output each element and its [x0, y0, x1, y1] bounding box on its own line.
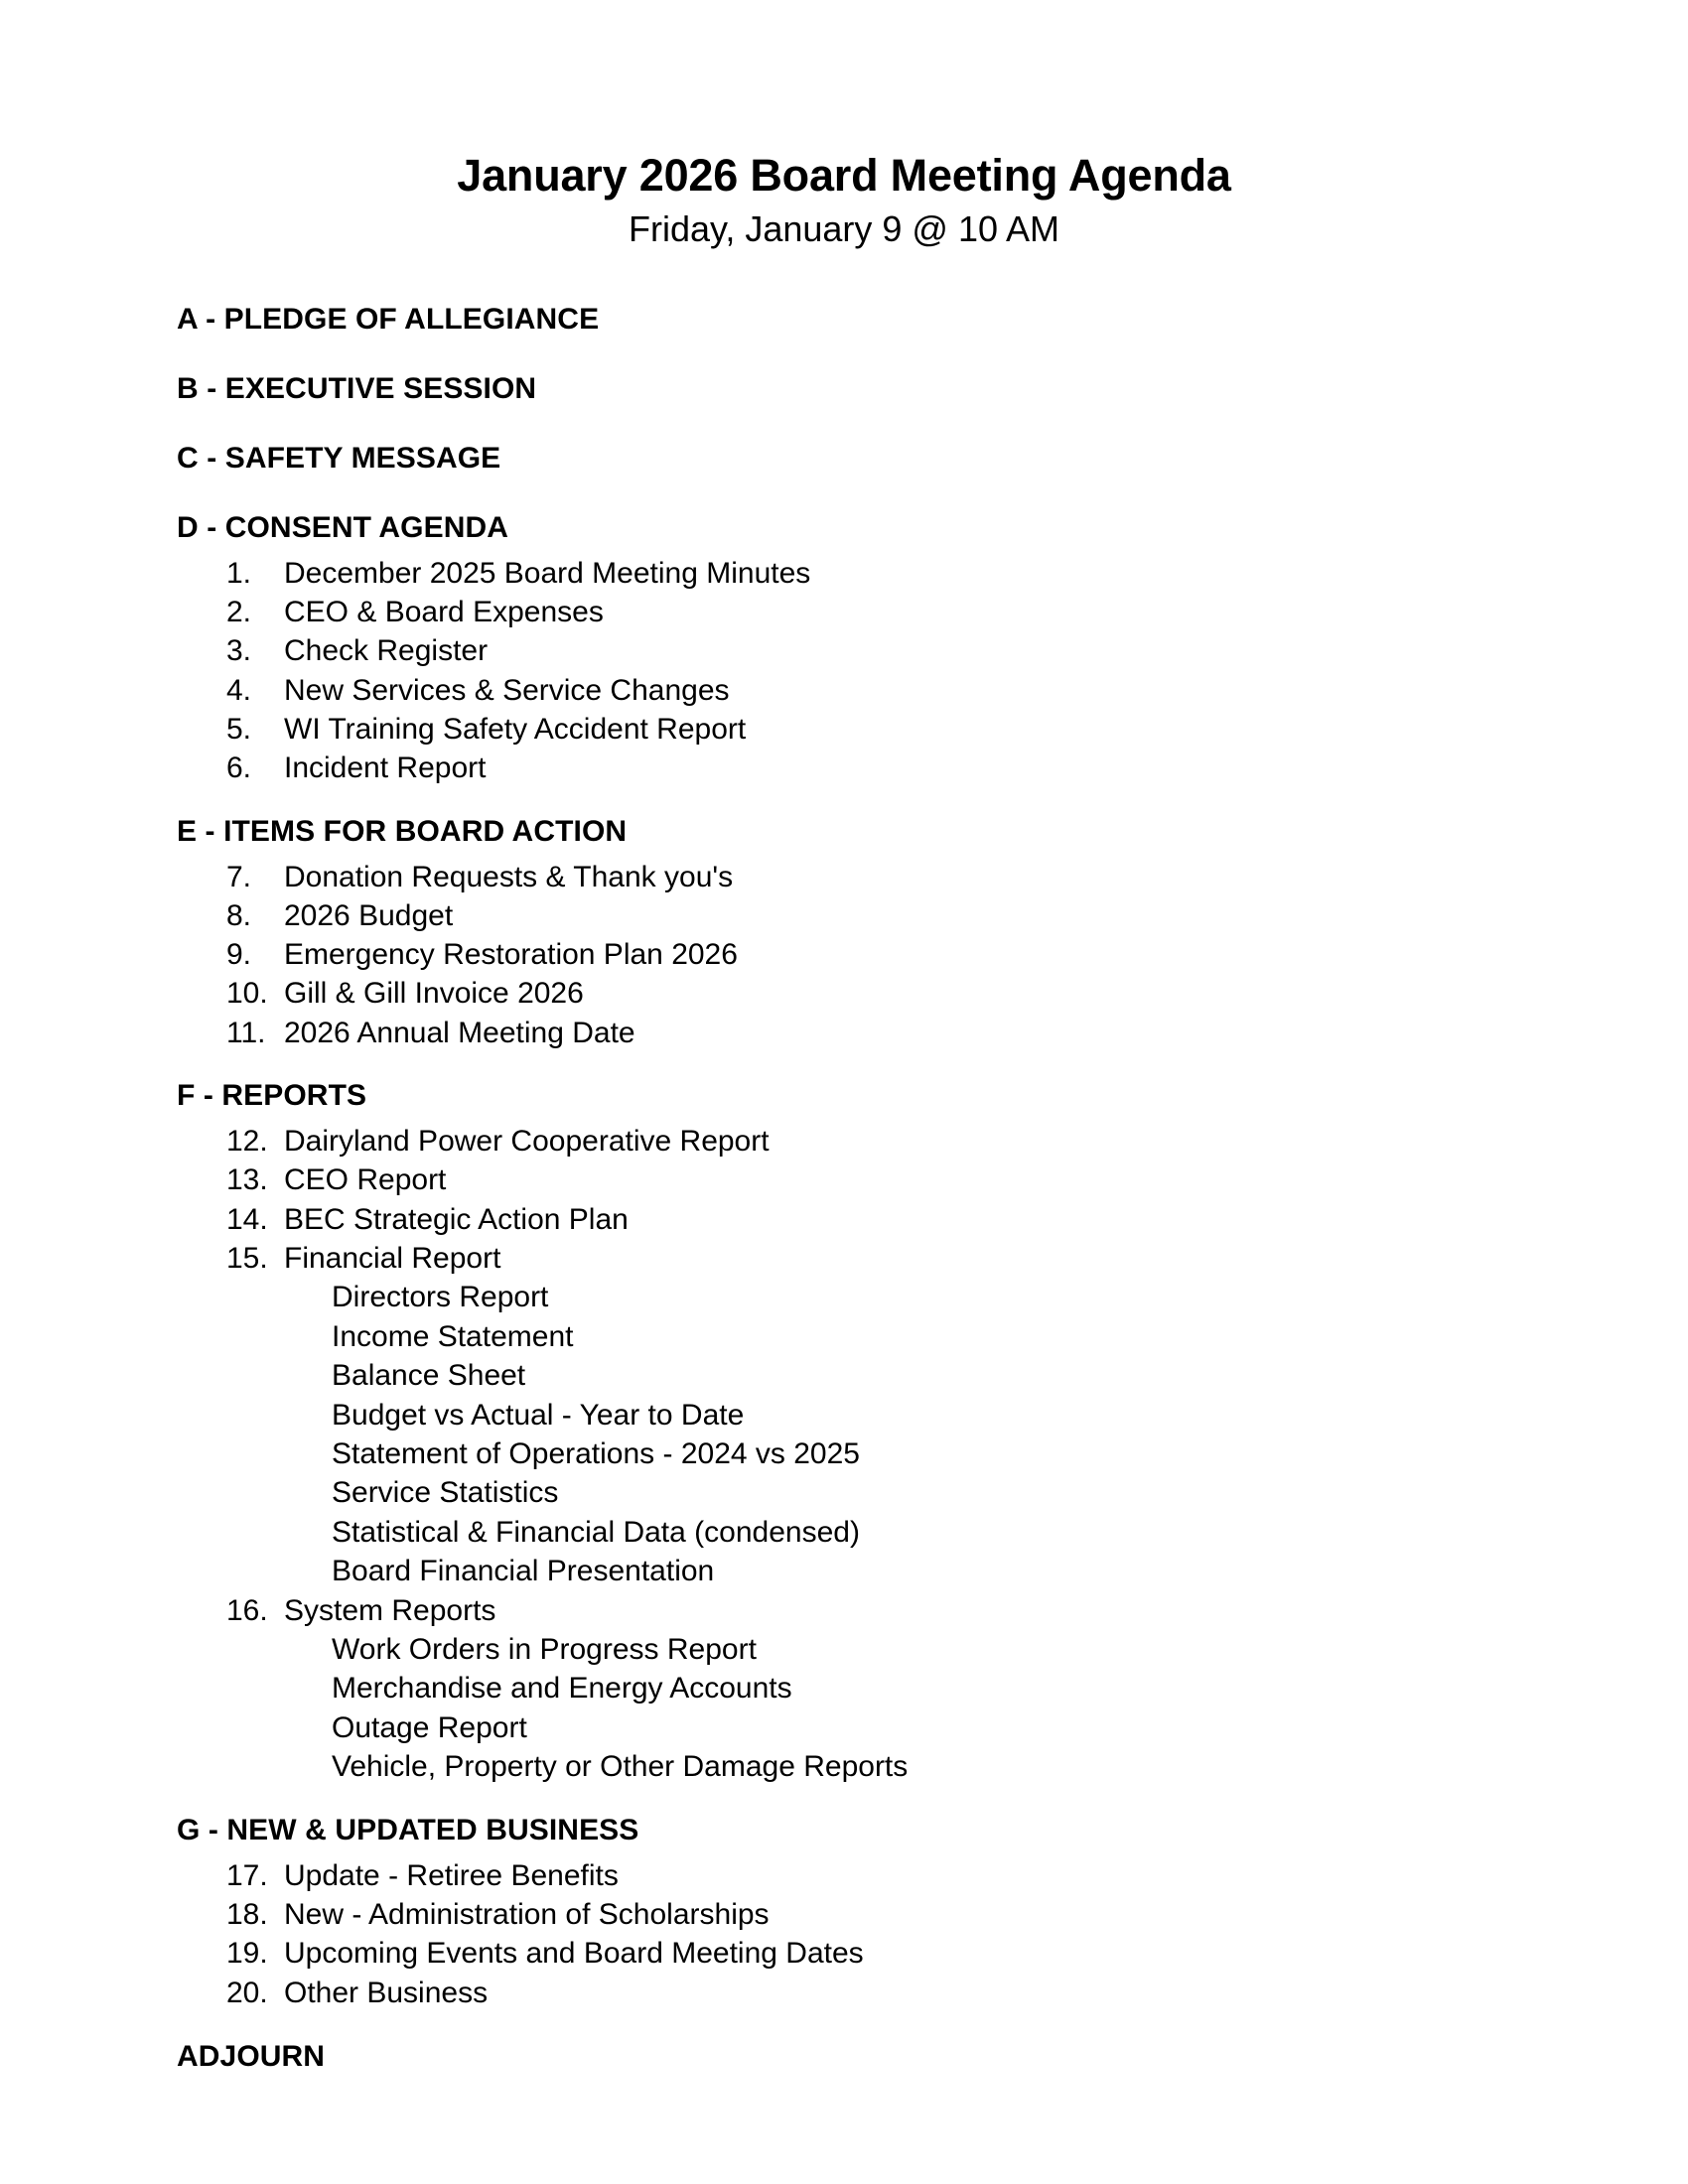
agenda-subitem: Service Statistics: [332, 1476, 559, 1510]
agenda-item-number: 11.: [226, 1016, 266, 1049]
agenda-item-label: Other Business: [284, 1976, 489, 2009]
section-heading-d: D - CONSENT AGENDA: [177, 510, 509, 544]
agenda-item-number: 6.: [226, 751, 252, 785]
agenda-subitem: Merchandise and Energy Accounts: [332, 1672, 792, 1706]
section-heading-b: B - EXECUTIVE SESSION: [177, 371, 537, 405]
agenda-item-label: December 2025 Board Meeting Minutes: [284, 556, 811, 590]
agenda-item-number: 14.: [226, 1202, 268, 1236]
agenda-item-number: 18.: [226, 1898, 268, 1932]
agenda-item: [0, 1200, 1688, 1239]
section-heading-f: F - REPORTS: [177, 1079, 367, 1113]
agenda-item-label: System Reports: [284, 1593, 496, 1627]
agenda-item-number: 2.: [226, 596, 252, 629]
agenda-item-label: Gill & Gill Invoice 2026: [284, 977, 584, 1011]
section-heading-g: G - NEW & UPDATED BUSINESS: [177, 1813, 639, 1846]
agenda-item: [0, 671, 1688, 710]
section-heading-a: A - PLEDGE OF ALLEGIANCE: [177, 302, 600, 336]
section-heading-e: E - ITEMS FOR BOARD ACTION: [177, 814, 628, 848]
agenda-item-label: Emergency Restoration Plan 2026: [284, 938, 738, 972]
agenda-subitem: Directors Report: [332, 1281, 549, 1314]
page-subtitle: Friday, January 9 @ 10 AM: [628, 208, 1060, 250]
agenda-item-list: [0, 1122, 1688, 1787]
agenda-item-label: Dairyland Power Cooperative Report: [284, 1125, 770, 1159]
agenda-item: [0, 710, 1688, 749]
agenda-item-label: New - Administration of Scholarships: [284, 1898, 770, 1932]
agenda-item-label: CEO Report: [284, 1163, 447, 1197]
agenda-item-number: 12.: [226, 1125, 268, 1159]
agenda-subitem: Balance Sheet: [332, 1359, 526, 1393]
agenda-item: [0, 935, 1688, 974]
agenda-subitem: Income Statement: [332, 1319, 574, 1353]
agenda-item: [0, 1591, 1688, 1630]
agenda-item-label: Upcoming Events and Board Meeting Dates: [284, 1937, 864, 1971]
agenda-item-number: 7.: [226, 860, 252, 893]
agenda-item-number: 10.: [226, 977, 268, 1011]
agenda-item-number: 1.: [226, 556, 252, 590]
agenda-item-label: CEO & Board Expenses: [284, 596, 604, 629]
agenda-item-number: 13.: [226, 1163, 268, 1197]
agenda-item-number: 16.: [226, 1593, 268, 1627]
agenda-item: [0, 858, 1688, 896]
agenda-item: [0, 593, 1688, 631]
agenda-item: [0, 631, 1688, 670]
agenda-subitem: Board Financial Presentation: [332, 1555, 715, 1588]
agenda-item: [0, 1934, 1688, 1973]
section-heading-c: C - SAFETY MESSAGE: [177, 441, 501, 475]
agenda-item-number: 19.: [226, 1937, 268, 1971]
agenda-subitem: Budget vs Actual - Year to Date: [332, 1398, 745, 1432]
agenda-item: [0, 974, 1688, 1013]
agenda-subitem: Statement of Operations - 2024 vs 2025: [332, 1436, 860, 1470]
agenda-item-label: Update - Retiree Benefits: [284, 1858, 619, 1892]
agenda-item-label: New Services & Service Changes: [284, 673, 730, 707]
agenda-item-number: 8.: [226, 898, 252, 932]
agenda-item: [0, 1856, 1688, 1895]
agenda-item: [0, 1122, 1688, 1160]
agenda-item: [0, 896, 1688, 935]
agenda-item-number: 3.: [226, 634, 252, 668]
agenda-item-label: 2026 Annual Meeting Date: [284, 1016, 635, 1049]
agenda-item: [0, 1239, 1688, 1278]
agenda-item: [0, 1014, 1688, 1052]
agenda-item-label: Check Register: [284, 634, 489, 668]
agenda-item: [0, 554, 1688, 593]
agenda-item-label: 2026 Budget: [284, 898, 454, 932]
agenda-item-number: 4.: [226, 673, 252, 707]
adjourn-line: ADJOURN: [177, 2039, 326, 2073]
sections-container: [0, 298, 1688, 2012]
agenda-item: [0, 749, 1688, 787]
agenda-item-label: Financial Report: [284, 1241, 501, 1275]
agenda-item-list: [0, 1856, 1688, 2012]
agenda-item-number: 15.: [226, 1241, 268, 1275]
agenda-subitem: Outage Report: [332, 1710, 527, 1744]
page-title: January 2026 Board Meeting Agenda: [457, 150, 1231, 201]
agenda-item-label: Incident Report: [284, 751, 487, 785]
agenda-item-number: 9.: [226, 938, 252, 972]
agenda-subitem: Statistical & Financial Data (condensed): [332, 1515, 860, 1549]
agenda-item-label: WI Training Safety Accident Report: [284, 712, 747, 746]
agenda-subitem: Work Orders in Progress Report: [332, 1633, 757, 1667]
agenda-item-number: 20.: [226, 1976, 268, 2009]
agenda-body: [0, 250, 1688, 2074]
agenda-item: [0, 1974, 1688, 2012]
agenda-item: [0, 1160, 1688, 1199]
agenda-item: [0, 1895, 1688, 1934]
agenda-item-label: BEC Strategic Action Plan: [284, 1202, 629, 1236]
agenda-item-number: 17.: [226, 1858, 268, 1892]
agenda-item-label: Donation Requests & Thank you's: [284, 860, 734, 893]
agenda-item-list: [0, 554, 1688, 788]
agenda-item-number: 5.: [226, 712, 252, 746]
agenda-subitem: Vehicle, Property or Other Damage Reports: [332, 1750, 909, 1784]
agenda-item-list: [0, 858, 1688, 1052]
